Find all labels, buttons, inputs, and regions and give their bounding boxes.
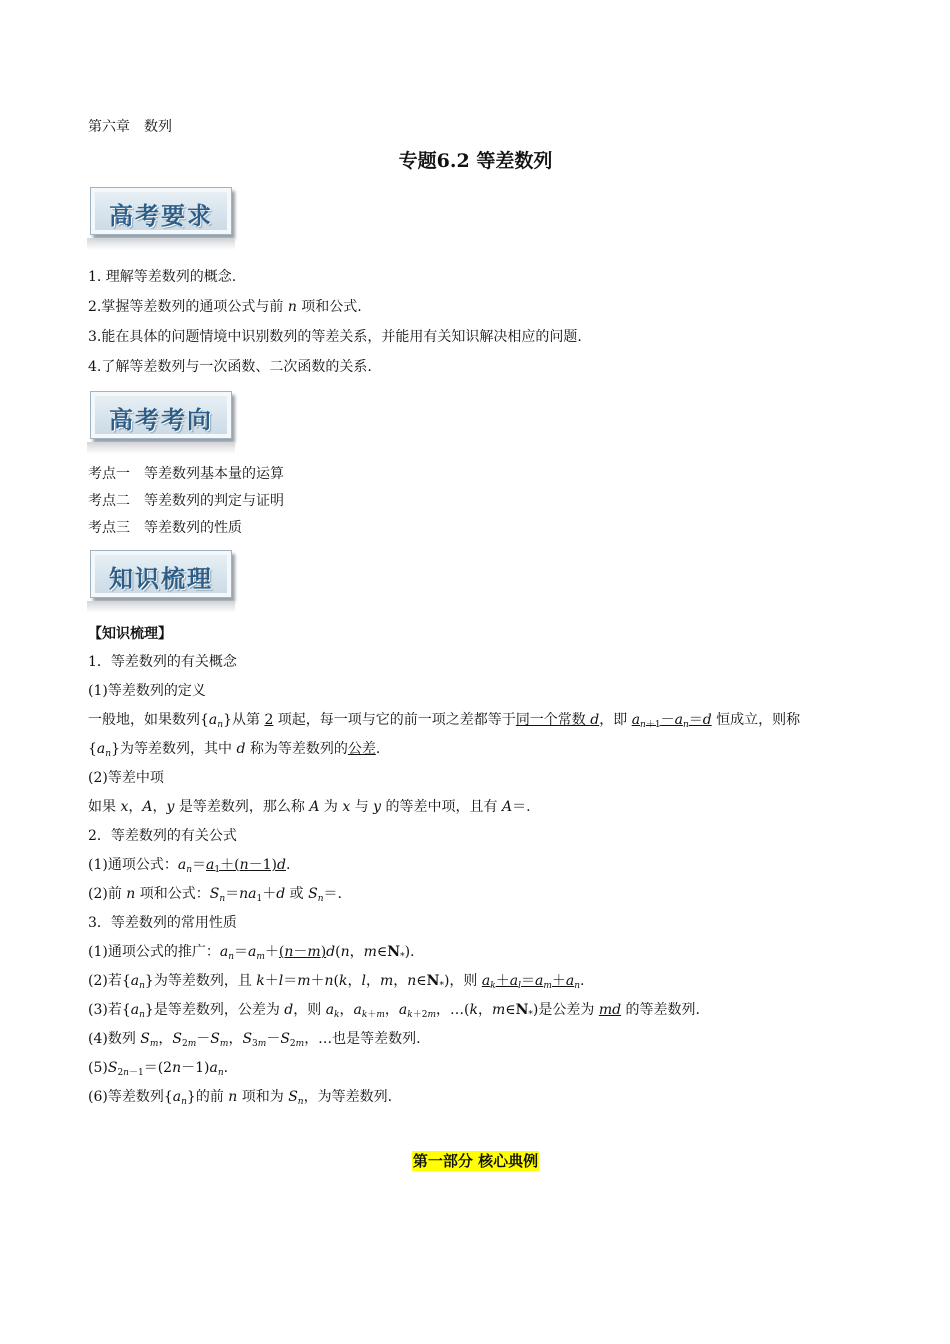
subsection-heading: (2)等差中项 (88, 770, 164, 786)
section-heading-3: 3．等差数列的常用性质 (88, 915, 237, 931)
badge-exam-requirements (90, 187, 232, 235)
subsection-heading: (1)等差数列的定义 (88, 683, 206, 699)
property-line: (4)数列 $S_m$，$S_{2m}-S_m$，$S_{3m}-S_{2m}$，…也是等差数列. (88, 1031, 421, 1049)
requirement-item: 1. 理解等差数列的概念. (88, 269, 237, 285)
exam-point-item: 考点三 等差数列的性质 (88, 520, 242, 536)
knowledge-header: 【知识梳理】 (88, 626, 172, 642)
property-line: (3)若$\{a_n\}$是等差数列，公差为 d，则 $a_k$，$a_{k+m}$，$a_{k+2m}$，…(k，$m\in N_*$)是公差为 md 的等差数列. (88, 1002, 700, 1020)
exam-point-item: 考点一 等差数列基本量的运算 (88, 466, 284, 482)
page-title: 专题6.2 等差数列 (398, 150, 553, 172)
exam-point-item: 考点二 等差数列的判定与证明 (88, 493, 284, 509)
property-line: $(5)S_{2n-1}=(2n-1)a_n$. (88, 1060, 229, 1078)
section-heading-1: 1．等差数列的有关概念 (88, 654, 237, 670)
definition-paragraph: 一般地，如果数列$\{a_n\}$从第 2 项起，每一项与它的前一项之差都等于同一个常数 d，即 $a_{n+1}-a_n=d$ 恒成立，则称 (88, 712, 801, 730)
badge-knowledge (90, 550, 232, 598)
definition-paragraph: $\{a_n\}$为等差数列，其中 d 称为等差数列的公差. (88, 741, 381, 759)
formula-line: (1)通项公式：$a_n=a_1+(n-1)d$. (88, 857, 291, 875)
badge-exam-directions (90, 391, 232, 439)
requirement-item: 3.能在具体的问题情境中识别数列的等差关系，并能用有关知识解决相应的问题. (88, 329, 582, 345)
badge-label: 高考考向 (109, 405, 213, 434)
formula-line: (2)前 n 项和公式：$S_n=na_1+d$ 或 $S_n=$. (88, 886, 342, 904)
property-line: (1)通项公式的推广：$a_n=a_m+(n-m)d(n$，$m\in N_*$). (88, 944, 415, 962)
badge-label: 高考要求 (109, 201, 213, 230)
requirement-item: 2.掌握等差数列的通项公式与前 n 项和公式. (88, 299, 362, 315)
requirement-item: 4.了解等差数列与一次函数、二次函数的关系. (88, 359, 372, 375)
section-heading-core-examples: 第一部分 核心典例 (412, 1152, 539, 1170)
section-heading-2: 2．等差数列的有关公式 (88, 828, 237, 844)
badge-label: 知识梳理 (109, 564, 213, 593)
property-line: (6)等差数列$\{a_n\}$的前 n 项和为 $S_n$，为等差数列. (88, 1089, 393, 1107)
property-line: (2)若$\{a_n\}$为等差数列，且 k＋l＝m＋n(k，l，m，$n\in N_*$)，则 $a_k+a_l=a_m+a_n$. (88, 973, 585, 991)
arithmetic-mean-text: 如果 x，A，y 是等差数列，那么称 A 为 x 与 y 的等差中项，且有 A＝. (88, 799, 531, 815)
chapter-label: 第六章 数列 (88, 119, 172, 135)
